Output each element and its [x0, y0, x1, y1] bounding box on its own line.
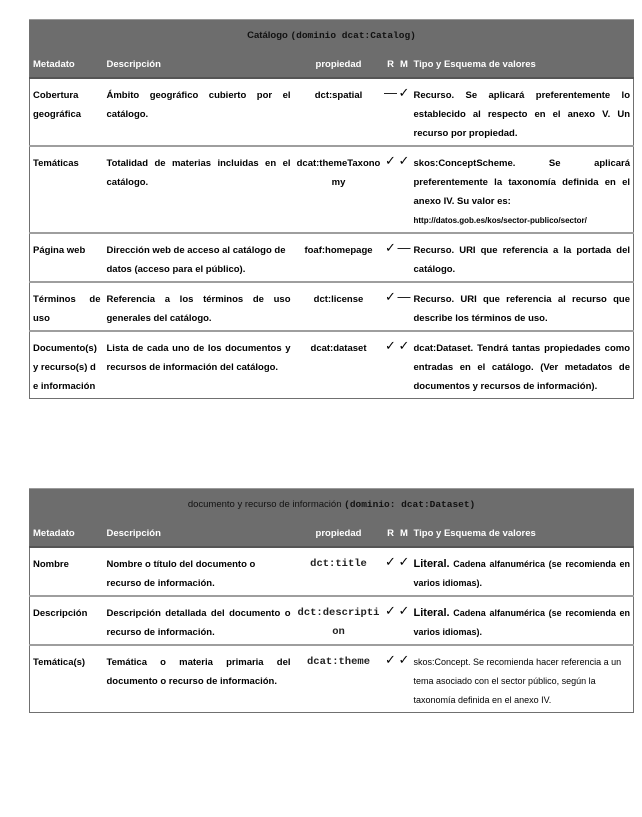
catalog-table: [29, 19, 634, 399]
metadato-cell: Página web: [30, 233, 104, 282]
check-icon: ✓: [384, 282, 398, 331]
col-descripcion: Descripción: [104, 51, 294, 78]
propiedad-cell: dct:title: [294, 547, 384, 596]
check-icon: ✓: [398, 146, 411, 233]
table-row: [30, 233, 634, 282]
col-propiedad: propiedad: [294, 520, 384, 547]
descripcion-cell: Referencia a los términos de uso generales del catálogo.: [104, 282, 294, 331]
check-icon: ✓: [384, 596, 398, 645]
check-icon: ✓: [398, 338, 410, 353]
tipo-cell: [411, 547, 634, 596]
taxonomy-url-link[interactable]: http://datos.gob.es/kos/sector-publico/sector/: [413, 216, 587, 225]
catalog-title-row: [30, 20, 634, 52]
col-r: R: [384, 51, 398, 78]
descripcion-cell: Descripción detallada del documento o recurso de información.: [104, 596, 294, 645]
propiedad-cell: dcat:theme: [306, 656, 370, 668]
tipo-cell: Recurso. Se aplicará preferentemente lo establecido al respecto en el anexo V. Un recurso por propiedad.: [411, 78, 634, 146]
tipo-text: Cadena alfanumérica (se recomienda en varios idiomas).: [413, 559, 631, 588]
propiedad-cell: dct:spatial: [294, 78, 384, 146]
tipo-text: Cadena alfanumérica (se recomienda en varios idiomas).: [413, 608, 631, 637]
propiedad-cell: dct:license: [294, 282, 384, 331]
catalog-title-text: Catálogo: [247, 30, 288, 41]
dataset-title-text: documento y recurso de información: [187, 499, 342, 510]
metadato-cell: Nombre: [30, 547, 104, 596]
check-icon: ✓: [398, 78, 411, 146]
metadato-cell: Cobertura geográfica: [30, 78, 104, 146]
tipo-text: skos:ConceptScheme. Se aplicará preferentemente la taxonomía definida en el anexo IV. Su valor es:: [413, 158, 631, 207]
catalog-header-row: [30, 51, 634, 78]
table-row: [30, 282, 634, 331]
check-icon: ✓: [398, 652, 410, 667]
dataset-table: [29, 488, 634, 713]
dash-icon: —: [398, 233, 411, 282]
tipo-cell: skos:Concept. Se recomienda hacer referencia a un tema asociado con el sector público, según la taxonomía definida en el anexo IV.: [413, 657, 622, 705]
tipo-lead: Literal.: [413, 607, 450, 619]
descripcion-cell: Dirección web de acceso al catálogo de datos (acceso para el público).: [104, 233, 294, 282]
metadato-cell: Documento(s) y recurso(s) de información: [33, 343, 97, 392]
check-icon: ✓: [398, 547, 411, 596]
table-row: [30, 146, 634, 233]
table-row: [30, 596, 634, 645]
dash-icon: —: [384, 78, 398, 146]
check-icon: ✓: [384, 146, 398, 233]
check-icon: ✓: [384, 233, 398, 282]
col-m: M: [398, 51, 411, 78]
col-metadato: Metadato: [30, 51, 104, 78]
table-row: [30, 78, 634, 146]
propiedad-cell: dcat:themeTaxonomy: [294, 146, 384, 233]
descripcion-cell: Totalidad de materias incluidas en el catálogo.: [104, 146, 294, 233]
dataset-title: [30, 489, 634, 521]
table-row: [30, 645, 634, 713]
check-icon: ✓: [398, 596, 411, 645]
tipo-cell: dcat:Dataset. Tendrá tantas propiedades como entradas en el catálogo. (Ver metadatos de documentos y recursos de información).: [413, 343, 631, 392]
table-row: [30, 547, 634, 596]
col-tipo: Tipo y Esquema de valores: [411, 51, 634, 78]
metadato-cell: Descripción: [30, 596, 104, 645]
col-metadato: Metadato: [30, 520, 104, 547]
propiedad-cell: dct:description: [294, 596, 384, 645]
check-icon: ✓: [385, 338, 396, 353]
col-r: R: [384, 520, 398, 547]
metadato-cell: Temática(s): [33, 657, 86, 668]
metadato-cell: Temáticas: [30, 146, 104, 233]
descripcion-cell: Nombre o título del documento o recurso de información.: [104, 547, 294, 596]
table-row: [30, 331, 634, 399]
col-m: M: [398, 520, 411, 547]
col-tipo: Tipo y Esquema de valores: [411, 520, 634, 547]
catalog-title-domain: (dominio dcat:Catalog): [290, 30, 416, 41]
descripcion-cell: Lista de cada uno de los documentos y recursos de información del catálogo.: [106, 343, 291, 373]
descripcion-cell: Ámbito geográfico cubierto por el catálogo.: [104, 78, 294, 146]
tipo-cell: Recurso. URI que referencia a la portada del catálogo.: [411, 233, 634, 282]
col-descripcion: Descripción: [104, 520, 294, 547]
metadato-cell: Términos de uso: [30, 282, 104, 331]
check-icon: ✓: [385, 652, 396, 667]
descripcion-cell: Temática o materia primaria del documento o recurso de información.: [106, 657, 291, 687]
tipo-lead: Literal.: [413, 558, 450, 570]
tipo-cell: [411, 596, 634, 645]
tipo-cell: [411, 146, 634, 233]
propiedad-cell: foaf:homepage: [294, 233, 384, 282]
dataset-title-row: [30, 489, 634, 521]
dataset-title-domain: (dominio: dcat:Dataset): [344, 499, 476, 510]
tipo-cell: Recurso. URI que referencia al recurso que describe los términos de uso.: [411, 282, 634, 331]
dataset-header-row: [30, 520, 634, 547]
propiedad-cell: dcat:dataset: [310, 343, 367, 354]
check-icon: ✓: [384, 547, 398, 596]
dash-icon: —: [398, 282, 411, 331]
catalog-title: [30, 20, 634, 52]
col-propiedad: propiedad: [294, 51, 384, 78]
